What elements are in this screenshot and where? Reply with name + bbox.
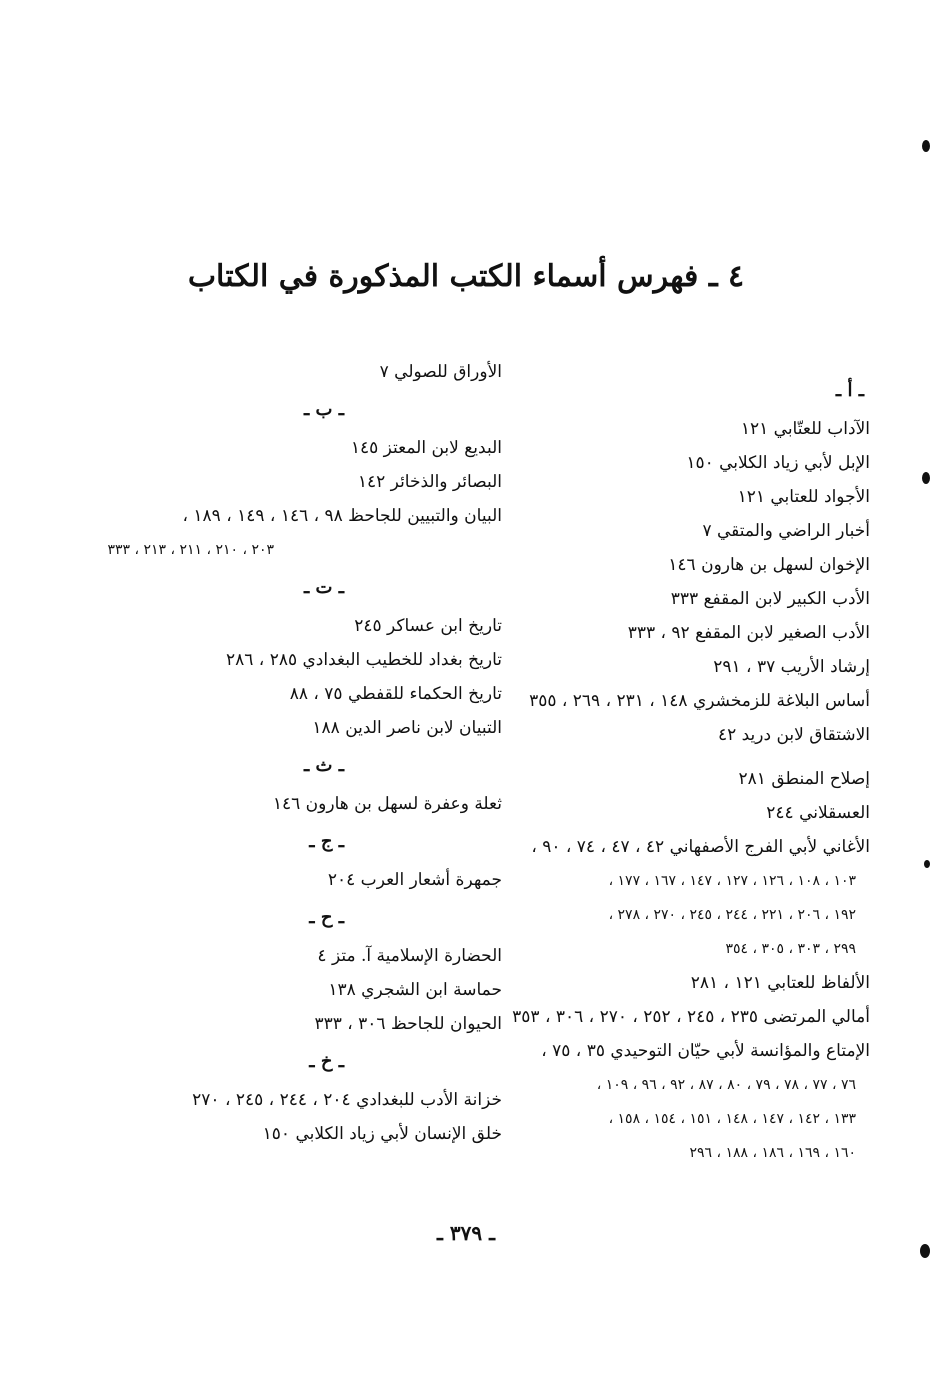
- index-entry: البديع لابن المعتز ١٤٥: [350, 438, 502, 458]
- index-entry: خلق الإنسان لأبي زياد الكلابي ١٥٠: [262, 1124, 502, 1144]
- entry-continuation: ١٠٣ ، ١٠٨ ، ١٢٦ ، ١٢٧ ، ١٤٧ ، ١٦٧ ، ١٧٧ ،: [608, 873, 856, 889]
- index-entry: الآداب للعتّابي ١٢١: [740, 419, 870, 439]
- scan-mark: [922, 140, 930, 152]
- index-entry: الحيوان للجاحظ ٣٠٦ ، ٣٣٣: [314, 1014, 502, 1034]
- index-entry: إصلاح المنطق ٢٨١: [738, 769, 870, 789]
- index-entry: ثعلة وعفرة لسهل بن هارون ١٤٦: [272, 794, 502, 814]
- entry-continuation: ٢٩٩ ، ٣٠٣ ، ٣٠٥ ، ٣٥٤: [725, 941, 856, 957]
- index-entry: الإمتاع والمؤانسة لأبي حيّان التوحيدي ٣٥ ، ٧٥ ،: [541, 1041, 870, 1061]
- index-entry: أمالي المرتضى ٢٣٥ ، ٢٤٥ ، ٢٥٢ ، ٢٧٠ ، ٣٠٦ ، ٣٥٣: [512, 1007, 870, 1027]
- index-entry: الأجواد للعتابي ١٢١: [737, 487, 870, 507]
- index-entry: أساس البلاغة للزمخشري ١٤٨ ، ٢٣١ ، ٢٦٩ ، ٣٥٥: [529, 691, 870, 711]
- index-entry: خزانة الأدب للبغدادي ٢٠٤ ، ٢٤٤ ، ٢٤٥ ، ٢٧٠: [192, 1090, 502, 1110]
- letter-heading: ـ أ ـ: [835, 380, 864, 401]
- index-entry: الأغاني لأبي الفرج الأصفهاني ٤٢ ، ٤٧ ، ٧٤ ، ٩٠ ،: [531, 837, 870, 857]
- index-entry: الأدب الصغير لابن المقفع ٩٢ ، ٣٣٣: [627, 623, 870, 643]
- spacer: [500, 752, 870, 762]
- index-entry: البصائر والذخائر ١٤٢: [357, 472, 502, 492]
- letter-heading: ـ ح ـ: [309, 907, 344, 928]
- index-entry: الألفاظ للعتابي ١٢١ ، ٢٨١: [690, 973, 870, 993]
- letter-heading: ـ ب ـ: [303, 399, 344, 420]
- index-entry: تاريخ الحكماء للقفطي ٧٥ ، ٨٨: [289, 684, 502, 704]
- letter-heading: ـ ث ـ: [303, 755, 344, 776]
- entry-continuation: ١٣٣ ، ١٤٢ ، ١٤٧ ، ١٤٨ ، ١٥١ ، ١٥٤ ، ١٥٨ ،: [608, 1111, 856, 1127]
- letter-heading: ـ ت ـ: [303, 577, 344, 598]
- entry-continuation: ١٦٠ ، ١٦٩ ، ١٨٦ ، ١٨٨ ، ٢٩٦: [689, 1145, 856, 1161]
- index-entry: إرشاد الأريب ٣٧ ، ٢٩١: [713, 657, 870, 677]
- page-number: ـ ٣٧٩ ـ: [437, 1221, 495, 1245]
- index-entry: العسقلاني ٢٤٤: [766, 803, 870, 823]
- entry-continuation: ٧٦ ، ٧٧ ، ٧٨ ، ٧٩ ، ٨٠ ، ٨٧ ، ٩٢ ، ٩٦ ، ١٠٩ ،: [596, 1077, 856, 1093]
- index-entry: تاريخ بغداد للخطيب البغدادي ٢٨٥ ، ٢٨٦: [225, 650, 502, 670]
- index-entry: الإبل لأبي زياد الكلابي ١٥٠: [686, 453, 870, 473]
- letter-heading: ـ خ ـ: [309, 1051, 344, 1072]
- index-entry: أخبار الراضي والمتقي ٧: [702, 521, 870, 541]
- index-entry: تاريخ ابن عساكر ٢٤٥: [354, 616, 502, 636]
- index-entry: الحضارة الإسلامية آ. متز ٤: [317, 946, 502, 966]
- entry-continuation: ١٩٢ ، ٢٠٦ ، ٢٢١ ، ٢٤٤ ، ٢٤٥ ، ٢٧٠ ، ٢٧٨ ،: [608, 907, 856, 923]
- index-entry: حماسة ابن الشجري ١٣٨: [328, 980, 502, 1000]
- page-title: ٤ ـ فهرس أسماء الكتب المذكورة في الكتاب: [187, 259, 745, 294]
- scan-mark: [920, 1244, 930, 1258]
- index-entry: جمهرة أشعار العرب ٢٠٤: [327, 870, 502, 890]
- letter-heading: ـ ج ـ: [309, 831, 344, 852]
- index-entry: الأدب الكبير لابن المقفع ٣٣٣: [670, 589, 870, 609]
- index-entry: البيان والتبيين للجاحظ ٩٨ ، ١٤٦ ، ١٤٩ ، ١٨٩ ،: [182, 506, 502, 526]
- index-entry: الاشتقاق لابن دريد ٤٢: [717, 725, 870, 745]
- index-entry: الأوراق للصولي ٧: [379, 362, 502, 382]
- scan-mark: [924, 860, 930, 868]
- index-column-left: [107, 355, 502, 1151]
- index-column-right: [500, 370, 870, 1170]
- index-entry: الإخوان لسهل بن هارون ١٤٦: [668, 555, 870, 575]
- entry-continuation: ٢٠٣ ، ٢١٠ ، ٢١١ ، ٢١٣ ، ٣٣٣: [107, 542, 274, 558]
- index-entry: التبيان لابن ناصر الدين ١٨٨: [312, 718, 502, 738]
- scan-mark: [922, 472, 930, 484]
